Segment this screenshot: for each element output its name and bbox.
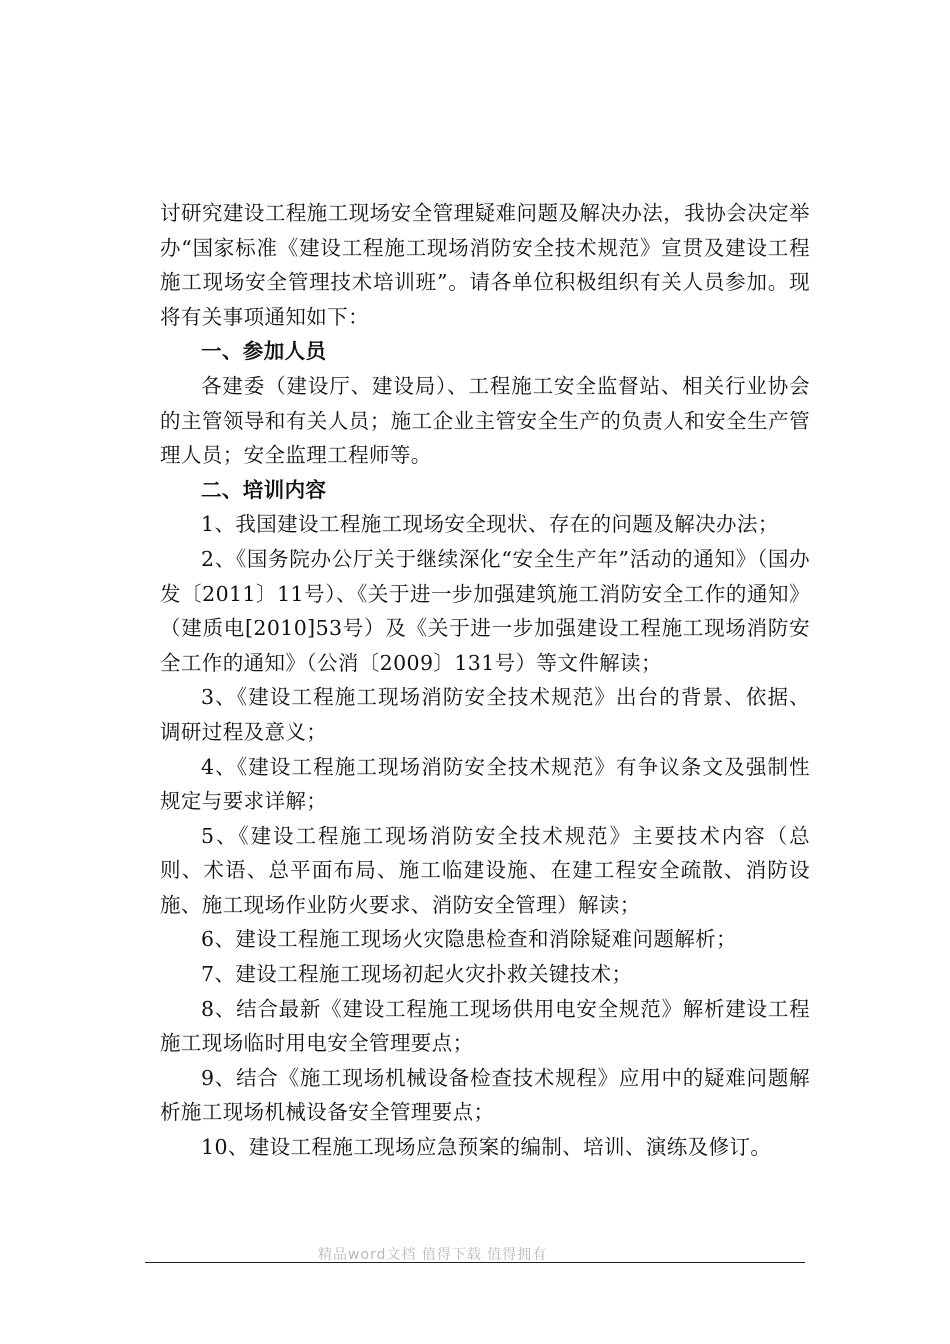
training-item-3: 3、《建设工程施工现场消防安全技术规范》出台的背景、依据、调研过程及意义； [160,685,810,744]
training-item-6: 6、建设工程施工现场火灾隐患检查和消除疑难问题解析； [201,927,737,952]
training-item-10: 10、建设工程施工现场应急预案的编制、培训、演练及修订。 [201,1135,772,1160]
footer-watermark-text: 精品word文档 值得下载 值得拥有 [318,1247,548,1261]
training-item-2: 2、《国务院办公厅关于继续深化“安全生产年”活动的通知》（国办发〔2011〕11号）、《关于进一步加强建筑施工消防安全工作的通知》（建质电[2010]53号）及《关于进一步加强建设工程施工现场消防安全工作的通知》（公消〔2009〕131号）等文件解读； [160,546,810,675]
training-item-5: 5、《建设工程施工现场消防安全技术规范》主要技术内容（总则、术语、总平面布局、施工临建设施、在建工程安全疏散、消防设施、施工现场作业防火要求、消防安全管理）解读； [160,823,810,917]
footer-divider [145,1262,805,1263]
section-heading-participants: 一、参加人员 [201,339,327,364]
participants-paragraph: 各建委（建设厅、建设局）、工程施工安全监督站、相关行业协会的主管领导和有关人员；施工企业主管安全生产的负责人和安全生产管理人员；安全监理工程师等。 [160,373,810,468]
training-item-1: 1、我国建设工程施工现场安全现状、存在的问题及解决办法； [201,512,779,537]
training-item-4: 4、《建设工程施工现场消防安全技术规范》有争议条文及强制性规定与要求详解； [160,754,810,814]
training-item-7: 7、建设工程施工现场初起火灾扑救关键技术； [201,962,633,987]
training-item-9: 9、结合《施工现场机械设备检查技术规程》应用中的疑难问题解析施工现场机械设备安全管理要点； [160,1065,810,1125]
section-heading-training-content: 二、培训内容 [201,477,327,502]
training-item-8: 8、结合最新《建设工程施工现场供用电安全规范》解析建设工程施工现场临时用电安全管理要点； [160,996,810,1056]
document-body [160,196,810,1165]
intro-paragraph: 讨研究建设工程施工现场安全管理疑难问题及解决办法，我协会决定举办“国家标准《建设工程施工现场消防安全技术规范》宣贯及建设工程施工现场安全管理技术培训班”。请各单位积极组织有关人员参加。现将有关事项通知如下： [160,201,810,329]
